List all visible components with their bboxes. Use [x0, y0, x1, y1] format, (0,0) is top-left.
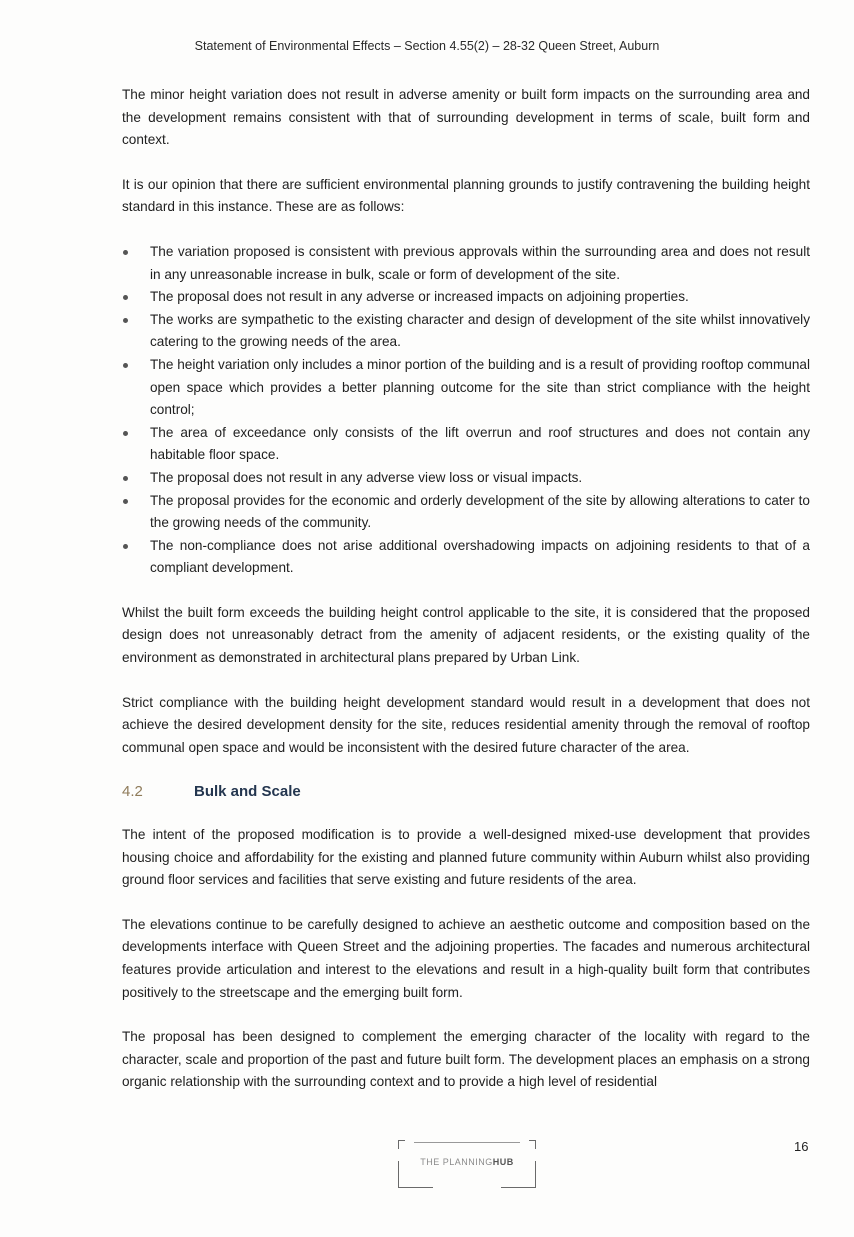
list-item-text: The proposal does not result in any adverse view loss or visual impacts. — [150, 469, 583, 485]
section-title: Bulk and Scale — [194, 783, 301, 801]
bullet-icon — [123, 295, 128, 300]
list-item-text: The non-compliance does not arise additional overshadowing impacts on adjoining residents to that of a compliant development. — [150, 537, 810, 576]
bullet-icon — [123, 363, 128, 368]
list-item — [122, 309, 810, 354]
list-item — [122, 286, 810, 309]
body-paragraph: The elevations continue to be carefully designed to achieve an aesthetic outcome and composition based on the developments interface with Queen Street and the adjoining properties. The facades and numerous architectural features provide articulation and interest to the elevations and result in a high-quality built form that contributes positively to the streetscape and the emerging built form. — [122, 916, 810, 1000]
body-paragraph: The intent of the proposed modification is to provide a well-designed mixed-use development that provides housing choice and affordability for the existing and planned future community within Auburn whilst also providing ground floor services and facilities that serve existing and future residents of the area. — [122, 827, 810, 888]
bullet-list — [122, 241, 810, 580]
page-number: 16 — [794, 1139, 809, 1154]
body-paragraph: It is our opinion that there are sufficient environmental planning grounds to justify contravening the building height standard in this instance. These are as follows: — [122, 176, 810, 215]
body-paragraph: The minor height variation does not result in adverse amenity or built form impacts on the surrounding area and the development remains consistent with that of surrounding development in terms of scale, built form and context. — [122, 87, 810, 148]
logo-text-light: THE PLANNING — [420, 1157, 493, 1167]
section-number: 4.2 — [122, 783, 143, 801]
list-item — [122, 535, 810, 580]
list-item — [122, 467, 810, 490]
logo-text-bold: HUB — [492, 1157, 514, 1167]
list-item-text: The proposal provides for the economic and orderly development of the site by allowing alterations to cater to the growing needs of the community. — [150, 492, 810, 531]
list-item-text: The works are sympathetic to the existing character and design of development of the site whilst innovatively catering to the growing needs of the area. — [150, 311, 810, 350]
section-heading — [122, 781, 810, 804]
bullet-icon — [123, 476, 128, 481]
body-paragraph: Strict compliance with the building height development standard would result in a development that does not achieve the desired development density for the site, reduces residential amenity through the removal of rooftop communal open space and would be inconsistent with the desired future character of the area. — [122, 694, 810, 755]
list-item-text: The proposal does not result in any adverse or increased impacts on adjoining properties. — [150, 289, 689, 305]
planninghub-logo — [398, 1140, 536, 1188]
page-header: Statement of Environmental Effects – Section 4.55(2) – 28-32 Queen Street, Auburn — [194, 39, 660, 53]
list-item — [122, 422, 810, 467]
list-item — [122, 490, 810, 535]
bullet-icon — [123, 499, 128, 504]
list-item — [122, 354, 810, 422]
body-paragraph: The proposal has been designed to complement the emerging character of the locality with regard to the character, scale and proportion of the past and future built form. The development places an emphasis on a strong organic relationship with the surrounding context and to provide a high level of residential — [122, 1029, 810, 1090]
list-item-text: The variation proposed is consistent with previous approvals within the surrounding area and does not result in any unreasonable increase in bulk, scale or form of development of the site. — [150, 243, 810, 282]
bullet-icon — [123, 431, 128, 436]
list-item-text: The height variation only includes a minor portion of the building and is a result of providing rooftop communal open space which provides a better planning outcome for the site than strict compliance with the height control; — [150, 356, 810, 418]
logo-text — [398, 1157, 536, 1167]
bullet-icon — [123, 318, 128, 323]
body-paragraph: Whilst the built form exceeds the building height control applicable to the site, it is considered that the proposed design does not unreasonably detract from the amenity of adjacent residents, or the existing quality of the environment as demonstrated in architectural plans prepared by Urban Link. — [122, 604, 810, 666]
bullet-icon — [123, 544, 128, 549]
bullet-icon — [123, 250, 128, 255]
list-item — [122, 241, 810, 286]
list-item-text: The area of exceedance only consists of the lift overrun and roof structures and does not contain any habitable floor space. — [150, 424, 810, 463]
document-body — [122, 84, 810, 1116]
